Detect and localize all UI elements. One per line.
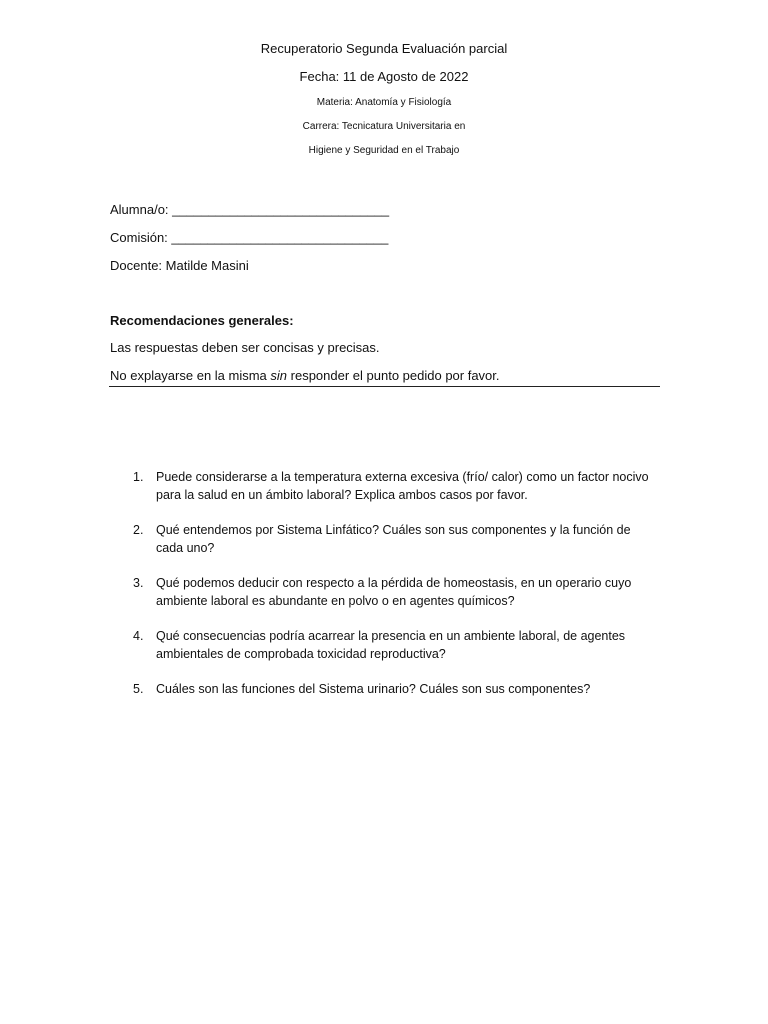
section-divider [109,386,660,387]
career-line-2: Higiene y Seguridad en el Trabajo [308,145,460,156]
question-item [133,628,658,663]
commission-field: Comisión: ______________________________ [110,230,389,245]
question-number: 3. [133,576,144,590]
student-name-field: Alumna/o: ______________________________ [110,202,390,217]
subject-line: Materia: Anatomía y Fisiología [316,97,452,108]
recommendation-line-2-emphasis: sin [270,368,288,383]
question-number: 5. [133,682,144,696]
question-item [133,575,658,610]
question-text: Cuáles son las funciones del Sistema urinario? Cuáles son sus componentes? [156,682,591,696]
teacher-field: Docente: Matilde Masini [110,258,249,273]
recommendations-title: Recomendaciones generales: [110,313,294,328]
question-list [133,469,658,717]
recommendation-line-1: Las respuestas deben ser concisas y precisas. [110,340,380,355]
question-number: 1. [133,470,144,484]
question-text: Qué podemos deducir con respecto a la pérdida de homeostasis, en un operario cuyo ambiente laboral es abundante en polvo o en agentes químicos? [156,576,632,608]
question-item [133,469,658,504]
recommendation-line-2-end: responder el punto pedido por favor. [287,368,500,383]
question-item [133,522,658,557]
question-item [133,681,658,699]
recommendation-line-2-start: No explayarse en la misma [110,368,271,383]
question-number: 4. [133,629,144,643]
question-text: Qué entendemos por Sistema Linfático? Cuáles son sus componentes y la función de cada uno? [156,523,631,555]
question-text: Puede considerarse a la temperatura externa excesiva (frío/ calor) como un factor nocivo para la salud en un ámbito laboral? Explica ambos casos por favor. [156,470,649,502]
recommendation-line-2 [110,368,500,383]
career-line-1: Carrera: Tecnicatura Universitaria en [302,121,466,132]
question-number: 2. [133,523,144,537]
exam-date: Fecha: 11 de Agosto de 2022 [299,69,469,84]
question-text: Qué consecuencias podría acarrear la presencia en un ambiente laboral, de agentes ambientales de comprobada toxicidad reproductiva? [156,629,626,661]
exam-title: Recuperatorio Segunda Evaluación parcial [260,41,508,56]
